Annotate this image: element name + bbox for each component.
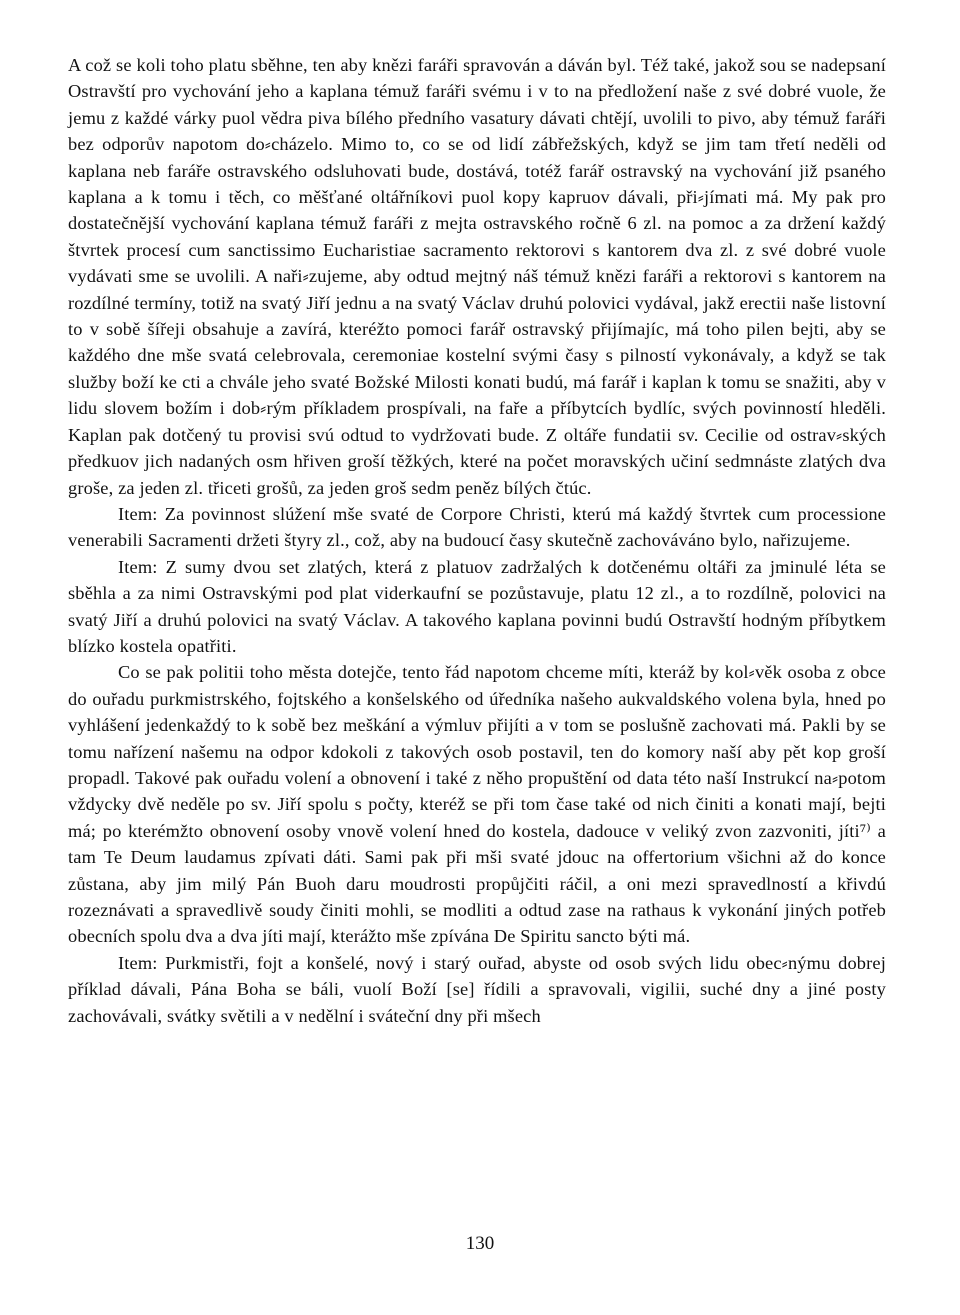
main-text — [68, 52, 886, 1029]
paragraph: Item: Za povinnost slúžení mše svaté de Corpore Christi, kterú má každý štvrtek cum processione venerabili Sacramenti držeti štyry zl., což, aby na budoucí časy skutečně zachováváno bylo, nařizujeme. — [68, 503, 886, 551]
page-number: 130 — [465, 1233, 495, 1254]
page-body — [68, 52, 886, 1252]
paragraph: Item: Purkmistři, fojt a konšelé, nový i starý ouřad, abyste od osob svých lidu obec⸗nýmu dobrej příklad dávali, Pána Boha se báli, vuolí Boží [se] řídili a spravovali, vigilii, suché dny a jiné posty zachovávali, svátky světili a v nedělní i sváteční dny při mšech — [68, 952, 886, 1026]
paragraph: Item: Z sumy dvou set zlatých, která z platuov zadržalých k dotčenému oltáři za jminulé léta se sběhla a za nimi Ostravskými pod plat viderkaufní se pozůstavuje, platu 12 zl., a to rozdílně, polovici na svatý Jiří a druhú polovici na svatý Václav. A takového kaplana povinni budú Ostravští hodným příbytkem blízko kostela opatřiti. — [68, 556, 886, 656]
paragraph: A což se koli toho platu sběhne, ten aby knězi faráři spravován a dáván byl. Též také, jakož sou se nadepsaní Ostravští pro vychování jeho a kaplana témuž faráři svému i v to na předložení naše z své dobré vuole, že jemu z každé várky puol vědra piva bílého předního vasatury dávati chtějí, uvolili to pivo, aby témuž faráři bez odporův napotom do⸗cházelo. Mimo to, co se od lidí zábřežských, když se jim tam třetí neděli od kaplana neb faráře ostravského odsluhovati bude, dostává, totéž farář ostravský na vychování již psaného kaplana a k tomu i těch, co měšťané oltářníkovi puol kopy kapruov dávali, při⸗jímati má. My pak pro dostatečnější vychování kaplana témuž faráři z mejta ostravského ročně 6 zl. na pomoc a za držení každý štvrtek procesí cum sanctissimo Eucharistiae sacramento rektorovi s kantorem dva zl. z své dobré vuole vydávati sme se uvolili. A naři⸗zujeme, aby odtud mejtný náš témuž knězi faráři a rektorovi s kantorem na rozdílné termíny, totiž na svatý Jiří jednu a na svatý Václav druhú polovici vydával, jakž erectii naše listovní to v sobě šířeji obsahuje a zavírá, kteréžto pomoci farář ostravský přijímajíc, má toho pilen bejti, aby se každého dne mše svatá celebrovala, ceremoniae kostelní svými časy s pilností vykonávaly, a když se tak služby boží ke cti a chvále jeho svaté Božské Milosti konati budú, má farář i kaplan k tomu se snažiti, aby v lidu slovem božím i dob⸗rým příkladem prospívali, na faře a příbytcích bydlíc, svých povinností hleděli. Kaplan pak dotčený tu provisi svú odtud to vydržovati bude. Z oltáře fundatii sv. Cecilie od ostrav⸗ských předkuov jich nadaných osm hřiven groší těžkých, které na počet moravských učiní sedmnáste zlatých dva groše, za jeden zl. třiceti grošů, za jeden groš sedm peněz bílých čtúc. — [68, 55, 886, 498]
paragraph: Co se pak politii toho města dotejče, tento řád napotom chceme míti, kteráž by kol⸗věk osoba z obce do ouřadu purkmistrského, fojtského a konšelského od úředníka našeho aukvaldského volena byla, hned po vyhlášení jedenkaždý to k sobě bez meškání a výmluv přijíti a v tom se poslušně zachovati má. Pakli by se tomu nařízení našemu na odpor kdokoli z takových osob postavil, ten do komory naší aby pět kop groší propadl. Takové pak ouřadu volení a obnovení i také z něho propuštění od data této naší Instrukcí na⸗potom vždycky dvě neděle po sv. Jiří spolu s počty, kteréž se při tom čase také od nich činiti a konati mají, bejti má; po kterémžto obnovení osoby vnově volení hned do kostela, dadouce v veliký zvon zazvoniti, jíti⁷⁾ a tam Te Deum laudamus zpívati dáti. Sami pak při mši svaté jdouc na offertorium všichni až do konce zůstana, aby jim milý Pán Buoh daru moudrosti propůjčiti ráčil, a oni mezi spravedlností a křivdú rozeznávati a spravedlivě soudy činiti mohli, se modliti a odtud zase na rathaus k vykonání jiných potřeb obecních spolu dva a dva jíti mají, kterážto mše zpívána De Spiritu sancto býti má. — [68, 662, 886, 947]
